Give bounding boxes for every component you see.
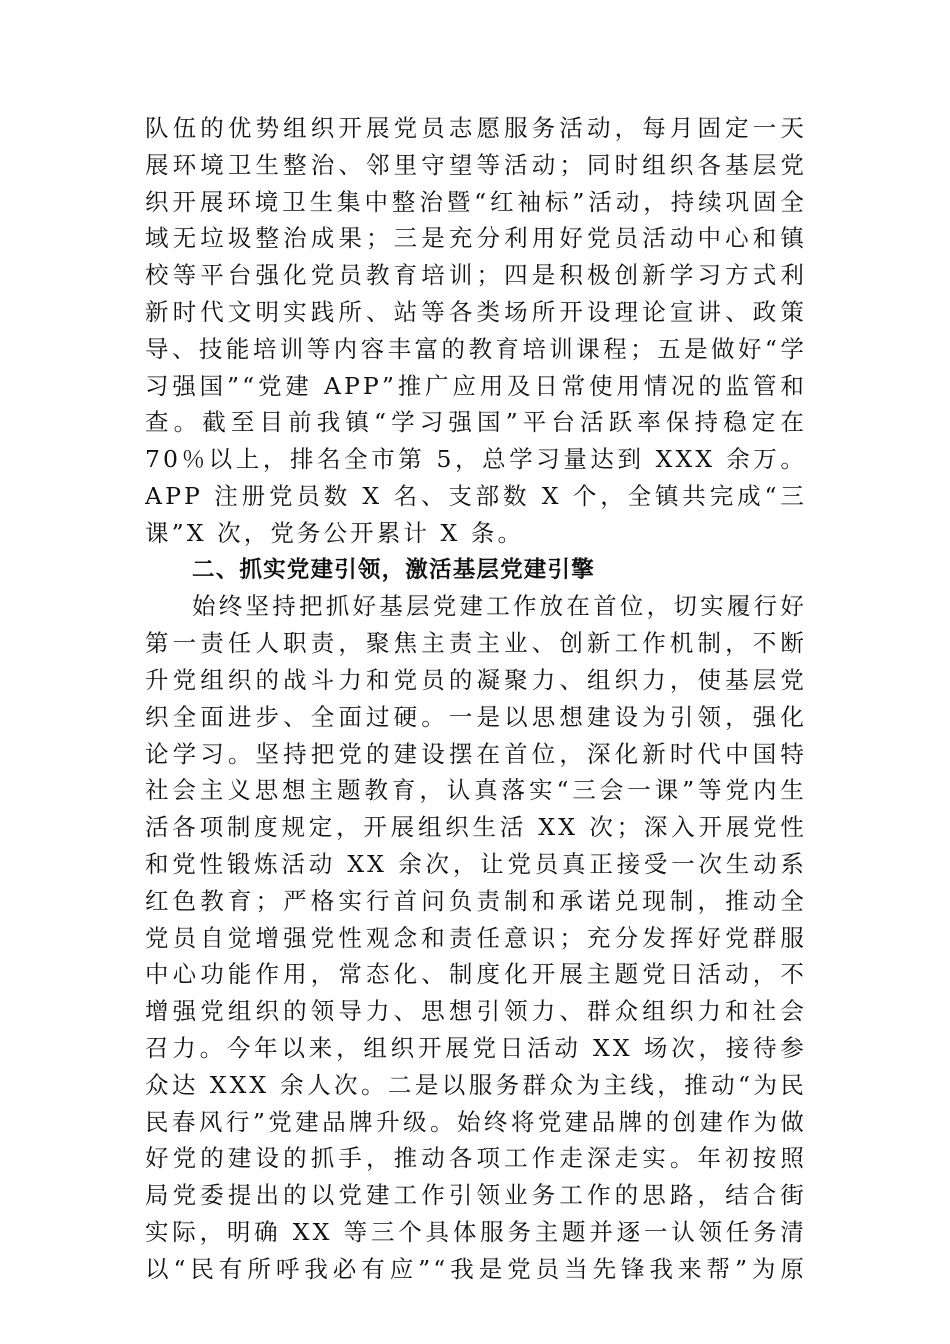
paragraph-line: 论学习。坚持把党的建设摆在首位，深化新时代中国特: [145, 739, 807, 768]
paragraph-line: 织全面进步、全面过硬。一是以思想建设为引领，强化: [145, 702, 807, 731]
paragraph-line: 查。截至目前我镇“学习强国”平台活跃率保持稳定在: [145, 408, 807, 437]
paragraph-line: 党员自觉增强党性观念和责任意识；充分发挥好党群服: [145, 923, 807, 952]
paragraph-line: 红色教育；严格实行首问负责制和承诺兑现制，推动全: [145, 886, 807, 915]
paragraph-line: 活各项制度规定，开展组织生活 XX 次；深入开展党性: [145, 813, 807, 842]
paragraph-line: 众达 XXX 余人次。二是以服务群众为主线，推动“为民: [145, 1070, 807, 1099]
paragraph-line: 第一责任人职责，聚焦主责主业、创新工作机制，不断: [145, 629, 807, 658]
body-text: [145, 110, 807, 1288]
paragraph-line: 展环境卫生整治、邻里守望等活动；同时组织各基层党: [145, 150, 807, 179]
paragraph-line: 社会主义思想主题教育，认真落实“三会一课”等党内生: [145, 776, 807, 805]
paragraph-line: 队伍的优势组织开展党员志愿服务活动，每月固定一天: [145, 114, 807, 142]
paragraph-line: 局党委提出的以党建工作引领业务工作的思路，结合街: [145, 1181, 807, 1210]
paragraph-line: 域无垃圾整治成果；三是充分利用好党员活动中心和镇: [145, 224, 807, 253]
paragraph-line: APP 注册党员数 X 名、支部数 X 个，全镇共完成“三: [145, 481, 807, 510]
paragraph-line: 实际，明确 XX 等三个具体服务主题并逐一认领任务清: [145, 1217, 807, 1246]
paragraph-line: 习强国”“党建 APP”推广应用及日常使用情况的监管和: [145, 371, 807, 400]
paragraph-line: 以“民有所呼我必有应”“我是党员当先锋我来帮”为原: [145, 1254, 807, 1283]
paragraph-line: 新时代文明实践所、站等各类场所开设理论宣讲、政策: [145, 297, 807, 326]
paragraph-line: 升党组织的战斗力和党员的凝聚力、组织力，使基层党: [145, 665, 807, 694]
paragraph-line: 织开展环境卫生集中整治暨“红袖标”活动，持续巩固全: [145, 187, 807, 216]
section-heading: 二、抓实党建引领，激活基层党建引擎: [192, 556, 595, 583]
paragraph-line: 增强党组织的领导力、思想引领力、群众组织力和社会: [145, 997, 807, 1026]
paragraph-line: 民春风行”党建品牌升级。始终将党建品牌的创建作为做: [145, 1107, 807, 1136]
paragraph-line: 始终坚持把抓好基层党建工作放在首位，切实履行好: [192, 592, 807, 621]
paragraph-line: 中心功能作用，常态化、制度化开展主题党日活动，不: [145, 960, 807, 989]
paragraph-line: 召力。今年以来，组织开展党日活动 XX 场次，接待参: [145, 1033, 807, 1062]
paragraph-line: 导、技能培训等内容丰富的教育培训课程；五是做好“学: [145, 334, 807, 363]
paragraph-line: 课”X 次，党务公开累计 X 条。: [145, 518, 525, 547]
paragraph-line: 70％以上，排名全市第 5，总学习量达到 XXX 余万。: [145, 445, 807, 474]
paragraph-line: 好党的建设的抓手，推动各项工作走深走实。年初按照: [145, 1144, 807, 1173]
paragraph-line: 和党性锻炼活动 XX 余次，让党员真正接受一次生动系: [145, 849, 807, 878]
paragraph-line: 校等平台强化党员教育培训；四是积极创新学习方式利: [145, 261, 807, 290]
